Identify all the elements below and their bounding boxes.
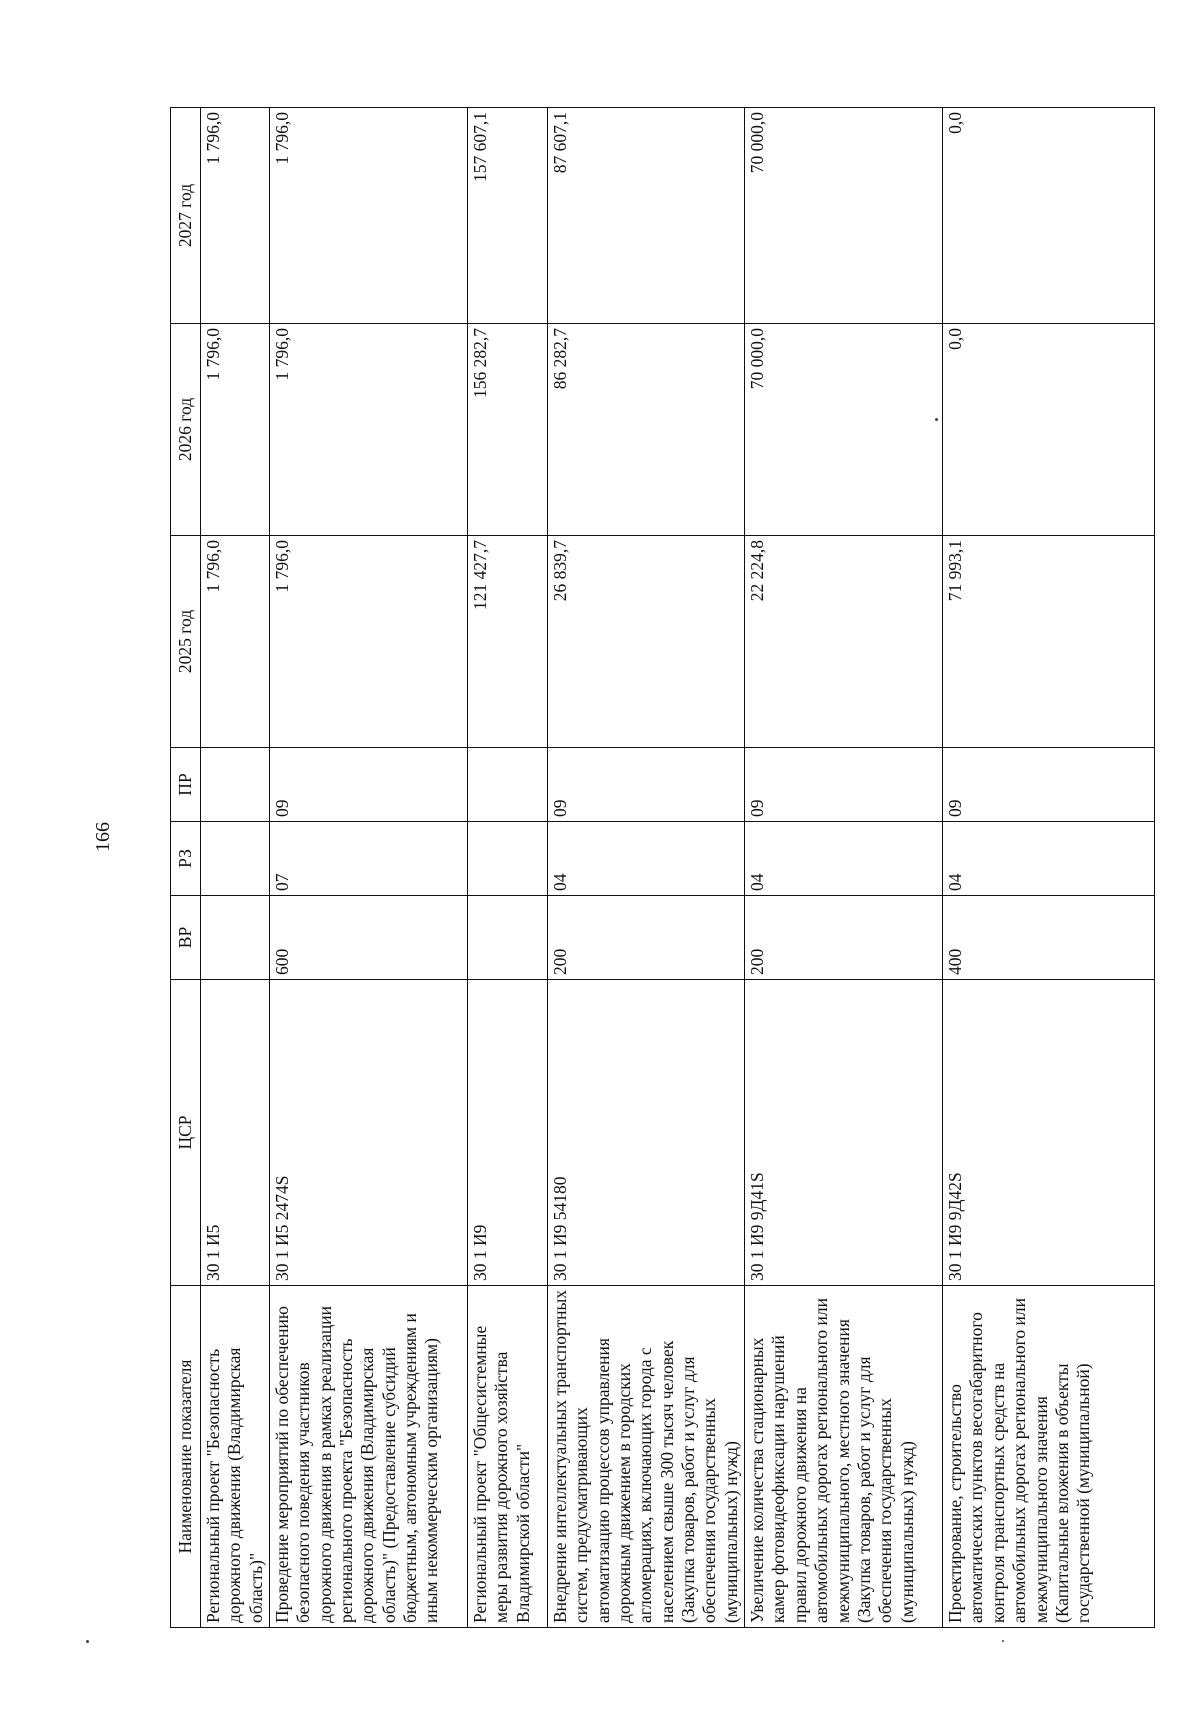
table-row (468, 108, 548, 1628)
row-name: Региональный проект "Общесистемные меры развития дорожного хозяйства Владимирской области" (468, 1286, 548, 1628)
table-row (745, 108, 943, 1628)
row-pr (201, 748, 270, 822)
row-rz: 04 (745, 822, 943, 896)
row-pr: 09 (943, 748, 1155, 822)
header-vr: ВР (171, 896, 201, 980)
table-header-row (171, 108, 201, 1628)
row-2026: 1 796,0 (270, 324, 468, 536)
budget-table (170, 107, 1155, 1628)
row-vr (468, 896, 548, 980)
table-row (548, 108, 745, 1628)
header-2026: 2026 год (171, 324, 201, 536)
header-rz: РЗ (171, 822, 201, 896)
row-2026: 86 282,7 (548, 324, 745, 536)
row-2026: 70 000,0 (745, 324, 943, 536)
header-name: Наименование показателя (171, 1286, 201, 1628)
row-2025: 1 796,0 (270, 536, 468, 748)
row-2027: 87 607,1 (548, 108, 745, 324)
row-rz: 04 (548, 822, 745, 896)
page-number: 166 (92, 822, 114, 852)
row-name: Увеличение количества стационарных камер фотовидеофиксации нарушений правил дорожного движения на автомобильных дорогах регионального или межмуниципального, местного значения (Закупка товаров, работ и услуг для обеспечения государственных (муниципальных) нужд) (745, 1286, 943, 1628)
row-vr: 200 (745, 896, 943, 980)
table-row (201, 108, 270, 1628)
row-rz: 07 (270, 822, 468, 896)
row-csr: 30 1 И5 2474S (270, 980, 468, 1286)
row-2027: 157 607,1 (468, 108, 548, 324)
row-2026: 1 796,0 (201, 324, 270, 536)
row-pr: 09 (548, 748, 745, 822)
row-name: Проектирование, строительство автоматических пунктов весогабаритного контроля транспортных средств на автомобильных дорогах регионального или межмуниципального значения (Капитальные вложения в объекты государственной (муниципальной) (943, 1286, 1155, 1628)
table-row (943, 108, 1155, 1628)
row-2025: 26 839,7 (548, 536, 745, 748)
scan-speck (86, 1640, 89, 1643)
row-csr: 30 1 И9 (468, 980, 548, 1286)
row-csr: 30 1 И9 9Д41S (745, 980, 943, 1286)
row-name: Региональный проект "Безопасность дорожного движения (Владимирская область)" (201, 1286, 270, 1628)
row-csr: 30 1 И9 9Д42S (943, 980, 1155, 1286)
row-vr (201, 896, 270, 980)
header-pr: ПР (171, 748, 201, 822)
row-2027: 0,0 (943, 108, 1155, 324)
header-2025: 2025 год (171, 536, 201, 748)
row-name: Внедрение интеллектуальных транспортных систем, предусматривающих автоматизацию процессов управления дорожным движением в городских агломерациях, включающих города с населением свыше 300 тысяч человек (Закупка товаров, работ и услуг для обеспечения государственных (муниципальных) нужд) (548, 1286, 745, 1628)
row-rz: 04 (943, 822, 1155, 896)
row-2026: 0,0 (943, 324, 1155, 536)
row-2025: 22 224,8 (745, 536, 943, 748)
row-pr (468, 748, 548, 822)
row-2026: 156 282,7 (468, 324, 548, 536)
row-pr: 09 (270, 748, 468, 822)
table-row (270, 108, 468, 1628)
row-2025: 121 427,7 (468, 536, 548, 748)
scan-speck (1002, 1640, 1004, 1642)
row-rz (468, 822, 548, 896)
row-2025: 1 796,0 (201, 536, 270, 748)
row-vr: 600 (270, 896, 468, 980)
row-name: Проведение мероприятий по обеспечению безопасного поведения участников дорожного движения в рамках реализации регионального проекта "Безопасность дорожного движения (Владимирская область)" (Предоставление субсидий бюджетным, автономным учреждениям и иным некоммерческим организациям) (270, 1286, 468, 1628)
row-csr: 30 1 И5 (201, 980, 270, 1286)
header-2027: 2027 год (171, 108, 201, 324)
row-vr: 400 (943, 896, 1155, 980)
header-csr: ЦСР (171, 980, 201, 1286)
row-csr: 30 1 И9 54180 (548, 980, 745, 1286)
budget-table-container (170, 108, 1130, 1628)
row-2027: 1 796,0 (201, 108, 270, 324)
row-vr: 200 (548, 896, 745, 980)
row-2025: 71 993,1 (943, 536, 1155, 748)
scan-speck (935, 418, 938, 421)
row-2027: 1 796,0 (270, 108, 468, 324)
row-2027: 70 000,0 (745, 108, 943, 324)
row-rz (201, 822, 270, 896)
row-pr: 09 (745, 748, 943, 822)
